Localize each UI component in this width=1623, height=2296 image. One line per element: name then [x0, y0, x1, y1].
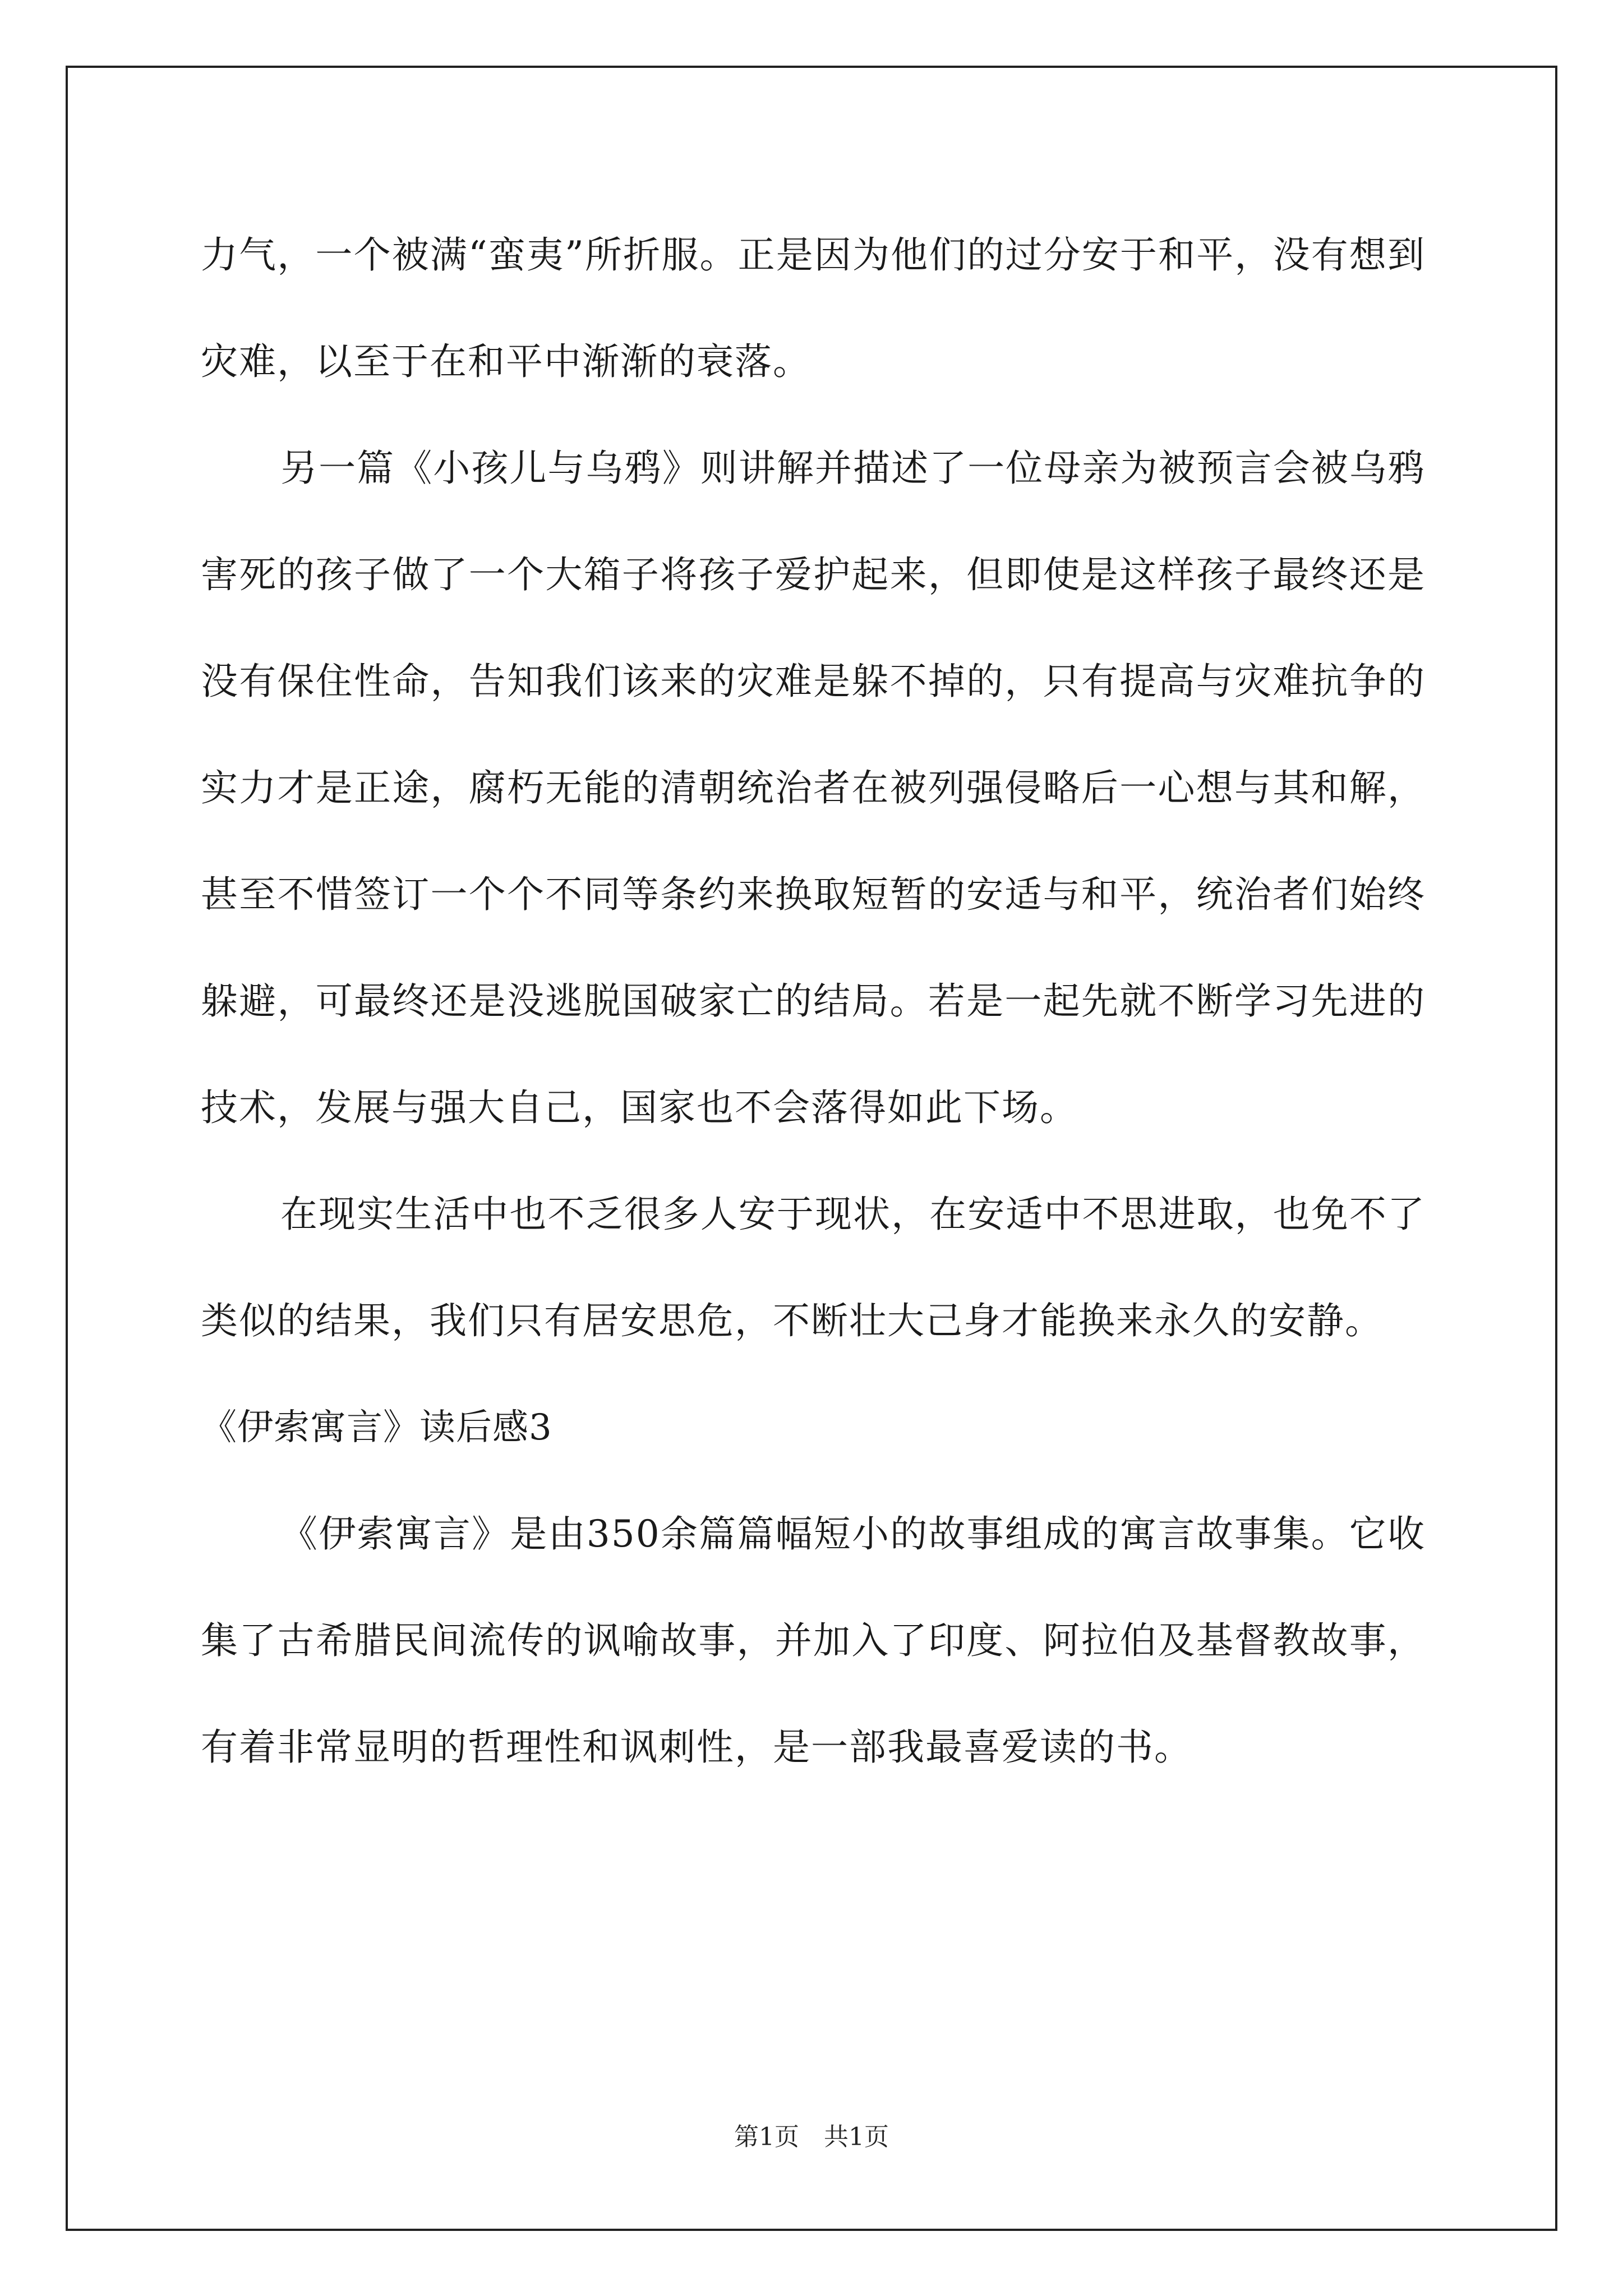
paragraph-1: 力气，一个被满“蛮夷”所折服。正是因为他们的过分安于和平，没有想到灾难，以至于在和平中渐渐的衰落。 [201, 233, 1426, 383]
section-heading: 《伊索寓言》读后感3 [201, 1407, 552, 1448]
paragraph-4: 《伊索寓言》是由350余篇篇幅短小的故事组成的寓言故事集。它收集了古希腊民间流传的讽喻故事，并加入了印度、阿拉伯及基督教故事，有着非常显明的哲理性和讽刺性，是一部我最喜爱读的书。 [201, 1512, 1426, 1769]
page-footer: 第1页 共1页 [734, 2123, 889, 2151]
paragraph-2: 另一篇《小孩儿与乌鸦》则讲解并描述了一位母亲为被预言会被乌鸦害死的孩子做了一个大箱子将孩子爱护起来，但即使是这样孩子最终还是没有保住性命，告知我们该来的灾难是躲不掉的，只有提高与灾难抗争的实力才是正途，腐朽无能的清朝统治者在被列强侵略后一心想与其和解，甚至不惜签订一个个不同等条约来换取短暂的安适与和平，统治者们始终躲避，可最终还是没逃脱国破家亡的结局。若是一起先就不断学习先进的技术，发展与强大自己，国家也不会落得如此下场。 [201, 447, 1426, 1129]
paragraph-3: 在现实生活中也不乏很多人安于现状，在安适中不思进取，也免不了类似的结果，我们只有居安思危，不断壮大己身才能换来永久的安静。 [201, 1193, 1426, 1342]
document-body [201, 202, 1426, 1801]
